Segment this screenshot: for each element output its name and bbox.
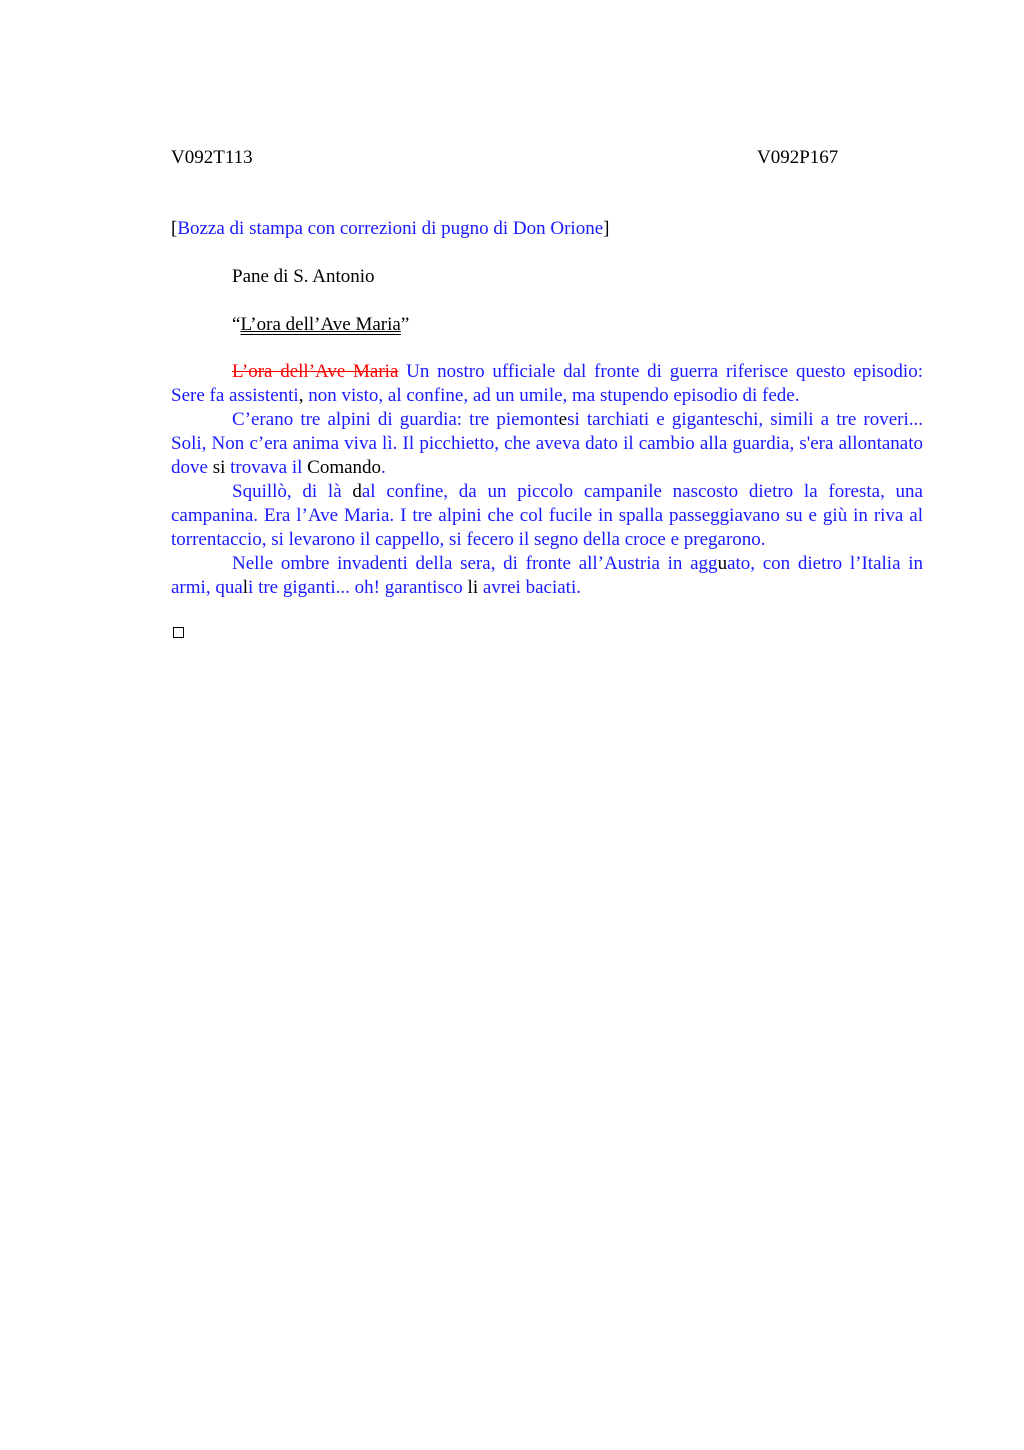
document-code-right: V092P167	[757, 147, 839, 168]
p4-text-d: l	[242, 577, 249, 598]
p1-text-b: ,	[298, 385, 304, 406]
document-title	[171, 313, 923, 337]
p3-text-a: Squillò, di là	[232, 481, 353, 502]
title-open-quote: “	[232, 314, 241, 335]
p2-text-g: .	[381, 457, 386, 478]
p4-text-g: avrei baciati.	[478, 577, 581, 598]
note-open-bracket: [	[171, 218, 178, 239]
p1-text-c: non visto, al confine, ad un umile, ma stupendo episodio di fede.	[303, 385, 800, 406]
empty-checkbox-icon	[173, 627, 184, 638]
p3-text-b: d	[352, 481, 362, 502]
body-text	[171, 360, 923, 600]
p4-text-f: li	[467, 577, 479, 598]
editorial-note	[171, 217, 923, 241]
title-close-quote: ”	[400, 314, 410, 335]
paragraph-3	[171, 480, 923, 552]
note-text: Bozza di stampa con correzioni di pugno di Don Orione	[177, 218, 604, 239]
struck-title: L’ora dell’Ave Maria	[232, 361, 399, 382]
p2-text-a: C’erano tre alpini di guardia: tre piemont	[232, 409, 559, 430]
section-heading: Pane di S. Antonio	[232, 266, 375, 287]
p4-text-c: ato, con dietro l’Italia in armi, qua	[171, 553, 923, 598]
p2-text-f: Comando	[307, 457, 382, 478]
title-text: L’ora dell’Ave Maria	[240, 314, 401, 335]
p4-text-e: i tre giganti... oh! garantisco	[248, 577, 468, 598]
p2-text-d: si	[212, 457, 226, 478]
paragraph-1	[171, 360, 923, 408]
p1-text-a: Un nostro ufficiale dal fronte di guerra riferisce questo episodio: Sere fa assistenti	[171, 361, 923, 406]
p2-text-c: si tarchiati e giganteschi, simili a tre roveri... Soli, Non c’era anima viva lì. Il picchietto, che aveva dato il cambio alla guardia, s'era allontanato dove	[171, 409, 923, 478]
note-close-bracket: ]	[603, 218, 610, 239]
p2-text-b: e	[558, 409, 568, 430]
p2-text-e: trovava il	[225, 457, 308, 478]
p4-text-a: Nelle ombre invadenti della sera, di fronte all’Austria in agg	[232, 553, 718, 574]
paragraph-4	[171, 552, 923, 600]
p4-text-b: u	[717, 553, 728, 574]
document-code-left: V092T113	[171, 147, 253, 168]
paragraph-2	[171, 408, 923, 480]
p3-text-c: al confine, da un piccolo campanile nascosto dietro la foresta, una campanina. Era l’Ave Maria. I tre alpini che col fucile in spalla passeggiavano su e giù in riva al torrentaccio, si levarono il cappello, si fecero il segno della croce e pregarono.	[171, 481, 923, 550]
